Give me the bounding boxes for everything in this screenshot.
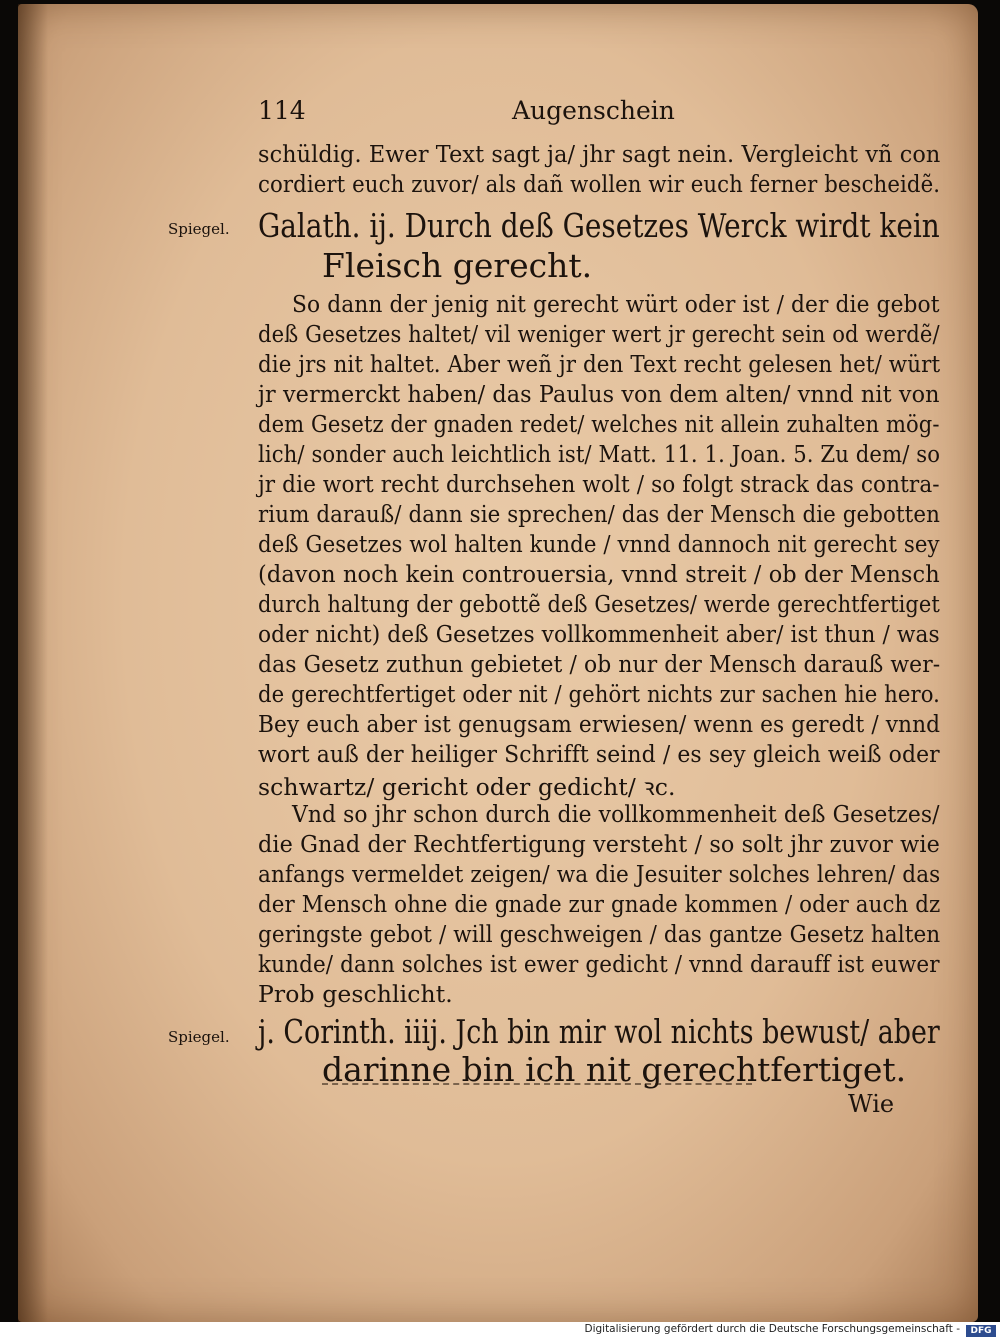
ornament-rule bbox=[322, 1083, 752, 1087]
body-line: cordiert euch zuvor/ als dañ wollen wir euch ferner bescheidẽ. bbox=[258, 170, 941, 198]
footer-credit: Digitalisierung gefördert durch die Deutsche Forschungsgemeinschaft - bbox=[584, 1323, 960, 1335]
paragraph-line: deß Gesetzes haltet/ vil weniger wert jr gerecht sein od werdẽ/ bbox=[258, 320, 940, 348]
dfg-logo: DFG bbox=[966, 1325, 996, 1337]
paragraph-line: die jrs nit haltet. Aber weñ jr den Text recht gelesen het/ würt bbox=[258, 350, 941, 378]
paragraph-line: Prob geschlicht. bbox=[258, 980, 453, 1008]
paragraph-line: wort auß der heiliger Schrifft seind / es sey gleich weiß oder bbox=[258, 740, 940, 768]
paragraph-line: der Mensch ohne die gnade zur gnade kommen / oder auch dz bbox=[258, 890, 941, 918]
paragraph-line: jr vermerckt haben/ das Paulus von dem alten/ vnnd nit von bbox=[258, 380, 940, 408]
paragraph-line: anfangs vermeldet zeigen/ wa die Jesuiter solches lehren/ das bbox=[258, 860, 941, 888]
paragraph-line: geringste gebot / will geschweigen / das gantze Gesetz halten bbox=[258, 920, 941, 948]
running-title: Augenschein bbox=[512, 96, 675, 125]
section-heading: Fleisch gerecht. bbox=[322, 246, 593, 285]
paragraph-line: oder nicht) deß Gesetzes vollkommenheit aber/ ist thun / was bbox=[258, 620, 940, 648]
section-heading: darinne bin ich nit gerechtfertiget. bbox=[322, 1050, 907, 1089]
paragraph-line: kunde/ dann solches ist ewer gedicht / vnnd darauff ist euwer bbox=[258, 950, 940, 978]
paragraph-line: (davon noch kein controuersia, vnnd streit / ob der Mensch bbox=[258, 560, 940, 588]
paragraph-line: die Gnad der Rechtfertigung versteht / so solt jhr zuvor wie bbox=[258, 830, 940, 858]
paragraph-line: jr die wort recht durchsehen wolt / so folgt strack das contra- bbox=[258, 470, 940, 498]
paragraph-line: dem Gesetz der gnaden redet/ welches nit allein zuhalten mög- bbox=[258, 410, 940, 438]
margin-note: Spiegel. bbox=[168, 1028, 230, 1046]
body-line: schüldig. Ewer Text sagt ja/ jhr sagt nein. Vergleicht vñ con bbox=[258, 140, 941, 168]
catchword: Wie bbox=[848, 1090, 895, 1118]
paragraph-line: rium darauß/ dann sie sprechen/ das der Mensch die gebotten bbox=[258, 500, 940, 528]
paragraph-line: das Gesetz zuthun gebietet / ob nur der Mensch darauß wer- bbox=[258, 650, 941, 678]
section-heading: Galath. ij. Durch deß Gesetzes Werck wirdt kein bbox=[258, 206, 940, 245]
paragraph-line: lich/ sonder auch leichtlich ist/ Matt. 11. 1. Joan. 5. Zu dem/ so bbox=[258, 440, 941, 468]
paragraph-line: schwartz/ gericht oder gedicht/ ꝛc. bbox=[258, 773, 676, 801]
margin-note: Spiegel. bbox=[168, 220, 230, 238]
paragraph-line: deß Gesetzes wol halten kunde / vnnd dannoch nit gerecht sey bbox=[258, 530, 940, 558]
paragraph-line: Vnd so jhr schon durch die vollkommenheit deß Gesetzes/ bbox=[292, 800, 940, 828]
paragraph-line: durch haltung der gebottẽ deß Gesetzes/ werde gerechtfertiget bbox=[258, 590, 940, 618]
paragraph-line: So dann der jenig nit gerecht würt oder ist / der die gebot bbox=[292, 290, 940, 318]
page-gutter-shadow bbox=[18, 4, 48, 1322]
page-number: 114 bbox=[258, 96, 306, 125]
paragraph-line: de gerechtfertiget oder nit / gehört nichts zur sachen hie hero. bbox=[258, 680, 940, 708]
paragraph-line: Bey euch aber ist genugsam erwiesen/ wenn es geredt / vnnd bbox=[258, 710, 941, 738]
section-heading: j. Corinth. iiij. Jch bin mir wol nichts bewust/ aber bbox=[258, 1012, 940, 1051]
